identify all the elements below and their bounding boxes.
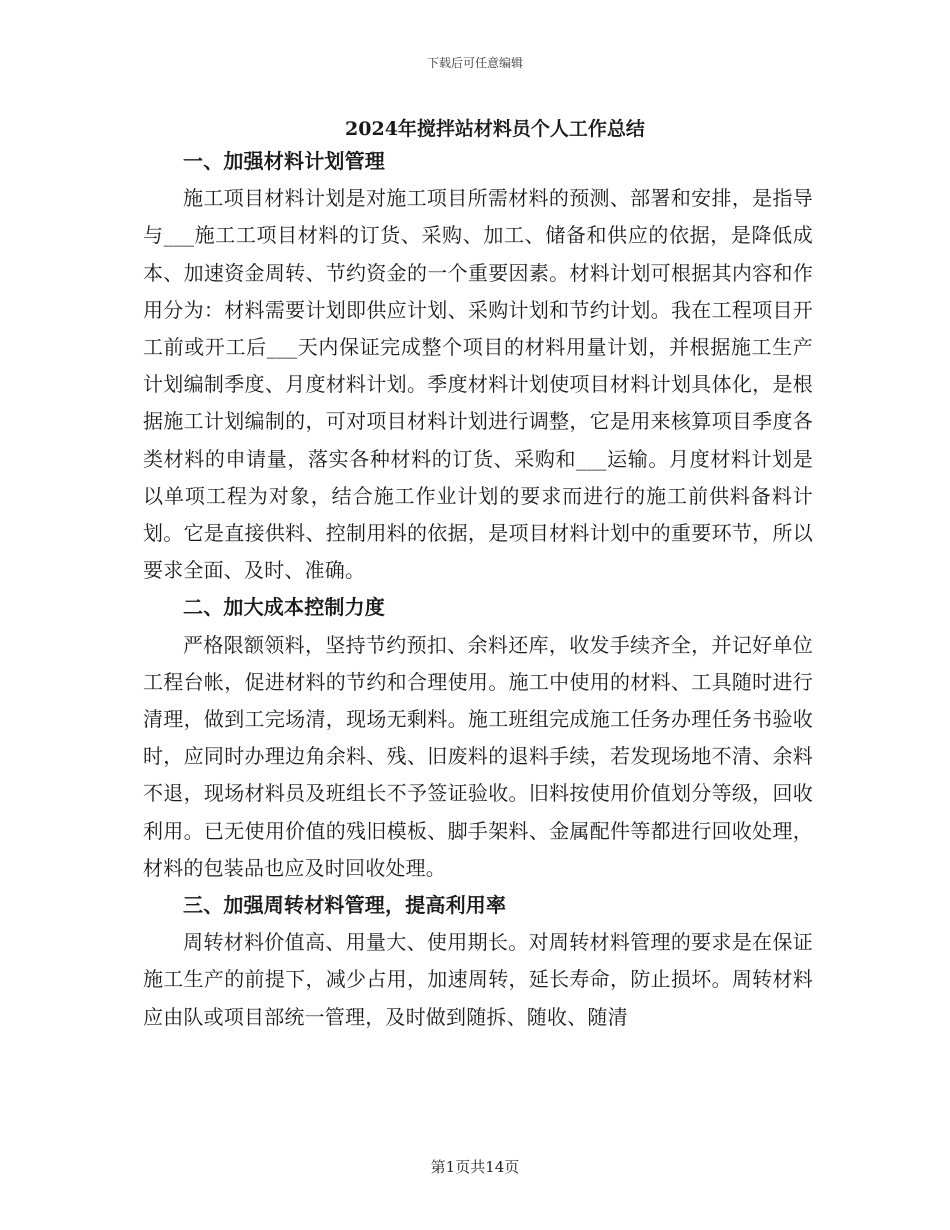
header-note: 下载后可任意编辑 bbox=[426, 56, 523, 70]
section-heading: 二、加大成本控制力度 bbox=[183, 595, 385, 620]
section-heading: 一、加强材料计划管理 bbox=[183, 149, 385, 173]
section-paragraph: 周转材料价值高、用量大、使用期长。对周转材料管理的要求是在保证施工生产的前提下，减少占用，加速周转，延长寿命，防止损坏。周转材料应由队或项目部统一管理，及时做到随拆、随收、随清 bbox=[143, 930, 813, 1029]
document-title: 2024年搅拌站材料员个人工作总结 bbox=[345, 118, 645, 140]
page-number-footer: 第1页共14页 bbox=[430, 1158, 520, 1176]
section-heading: 三、加强周转材料管理，提高利用率 bbox=[183, 893, 507, 918]
section-paragraph: 严格限额领料，坚持节约预扣、余料还库，收发手续齐全，并记好单位工程台帐，促进材料的节约和合理使用。施工中使用的材料、工具随时进行清理，做到工完场清，现场无剩料。施工班组完成施工任务办理任务书验收时，应同时办理边角余料、残、旧废料的退料手续，若发现场地不清、余料不退，现场材料员及班组长不予签证验收。旧料按使用价值划分等级，回收利用。已无使用价值的残旧模板、脚手架料、金属配件等都进行回收处理，材料的包装品也应及时回收处理。 bbox=[143, 632, 813, 880]
section-paragraph: 施工项目材料计划是对施工项目所需材料的预测、部署和安排，是指导与___施工工项目材料的订货、采购、加工、储备和供应的依据，是降低成本、加速资金周转、节约资金的一个重要因素。材料计划可根据其内容和作用分为：材料需要计划即供应计划、采购计划和节约计划。我在工程项目开工前或开工后___天内保证完成整个项目的材料用量计划，并根据施工生产计划编制季度、月度材料计划。季度材料计划使项目材料计划具体化，是根据施工计划编制的，可对项目材料计划进行调整，它是用来核算项目季度各类材料的申请量，落实各种材料的订货、采购和___运输。月度材料计划是以单项工程为对象，结合施工作业计划的要求而进行的施工前供料备料计划。它是直接供料、控制用料的依据，是项目材料计划中的重要环节，所以要求全面、及时、准确。 bbox=[143, 186, 813, 583]
document-body bbox=[143, 143, 813, 1036]
